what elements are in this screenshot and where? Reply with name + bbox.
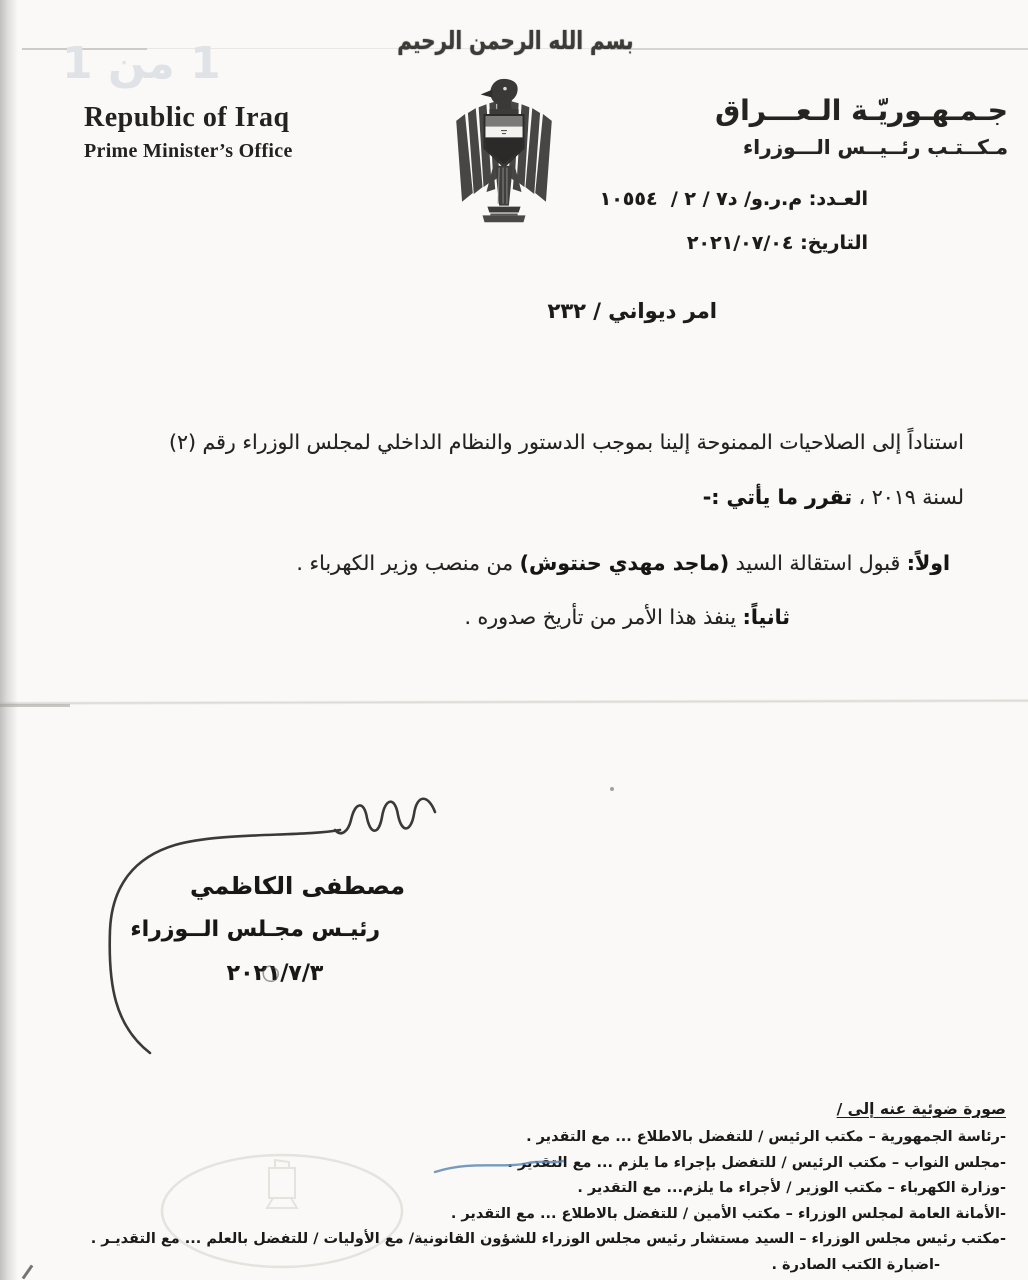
cc-item-general-secretariat: -الأمانة العامة لمجلس الوزراء – مكتب الأمين / للتفضل بالاطلاع ... مع التقدير . <box>450 1205 1006 1222</box>
cc-heading: صورة ضوئية عنه إلى / <box>836 1100 1006 1118</box>
cc-item-presidency: -رئاسة الجمهورية – مكتب الرئيس / للتفضل بالاطلاع ... مع التقدير . <box>526 1129 1006 1145</box>
body-intro-line1: استناداً إلى الصلاحيات الممنوحة إلينا بموجب الدستور والنظام الداخلي لمجلس الوزراء رقم (٢) <box>168 430 964 454</box>
corner-ink-mark <box>22 1265 34 1280</box>
body-intro-line2-normal: لسنة ٢٠١٩ ، <box>852 485 964 509</box>
paper-fold-line <box>0 699 1028 706</box>
scan-crease-top-right <box>610 48 1028 50</box>
english-office-subtitle: Prime Minister’s Office <box>84 140 293 162</box>
paper-fold-line-dark <box>0 704 70 707</box>
ink-speck <box>610 787 614 791</box>
cc-distribution-list <box>90 1100 1006 1278</box>
item-second-text: ينفذ هذا الأمر من تأريخ صدوره . <box>464 605 743 629</box>
item-first-label: اولاً: <box>906 551 950 575</box>
cc-item-outgoing-file: -اضبارة الكتب الصادرة . <box>771 1256 940 1273</box>
arabic-country-title: جـمـهـوريّـة الـعـــراق <box>715 94 1008 127</box>
resigning-minister-name: (ماجد مهدي حنتوش) <box>519 551 730 575</box>
body-intro-line2-bold: تقرر ما يأتي :- <box>702 485 853 509</box>
arabic-letterhead <box>715 94 1008 159</box>
item-first-text-after: من منصب وزير الكهرباء . <box>296 551 520 575</box>
item-second-label: ثانياً: <box>742 605 790 629</box>
body-intro-line2 <box>703 485 964 509</box>
scan-edge-shadow <box>0 0 18 1280</box>
cc-item-electricity-ministry: -وزارة الكهرباء – مكتب الوزير / لأجراء ما يلزم... مع التقدير . <box>577 1180 1006 1196</box>
cc-item-legal-advisor: -مكتب رئيس مجلس الوزراء – السيد مستشار رئيس مجلس الوزراء للشؤون القانونية/ مع الأوليات / للتفضل بالعلم ... مع التقديـر . <box>90 1231 1006 1247</box>
order-item-first <box>296 551 950 575</box>
signature-date: ٢٠٢١/٧/٣ <box>226 961 324 986</box>
english-letterhead <box>84 102 293 163</box>
order-item-second <box>464 605 790 629</box>
cc-item-parliament: -مجلس النواب – مكتب الرئيس / للتفضل بإجراء ما يلزم ... مع التقدير . <box>507 1154 1006 1171</box>
basmala-calligraphy: بسم الله الرحمن الرحيم <box>397 26 634 56</box>
item-first-text-before: قبول استقالة السيد <box>729 551 907 575</box>
signatory-name: مصطفى الكاظمي <box>190 872 405 900</box>
iraq-eagle-emblem <box>450 76 558 232</box>
reference-date: التاريخ: ٢٠٢١/٠٧/٠٤ <box>686 232 868 254</box>
reference-block <box>600 188 868 254</box>
arabic-office-subtitle: مـكــتـب رئــيــس الـــوزراء <box>743 135 1008 159</box>
page-count-watermark: 1 من 1 <box>62 38 221 89</box>
order-title: امر ديواني / ٢٣٢ <box>547 299 717 323</box>
date-correction-scribble <box>258 962 284 988</box>
english-country-title: Republic of Iraq <box>84 102 290 133</box>
signatory-title: رئيـس مجـلس الــوزراء <box>130 917 380 942</box>
reference-number: العـدد: م.ر.و/ د٧ ‏/ ٢ ‏/ ١٠٥٥٤ <box>599 188 868 210</box>
blue-pen-mark <box>433 1152 565 1178</box>
